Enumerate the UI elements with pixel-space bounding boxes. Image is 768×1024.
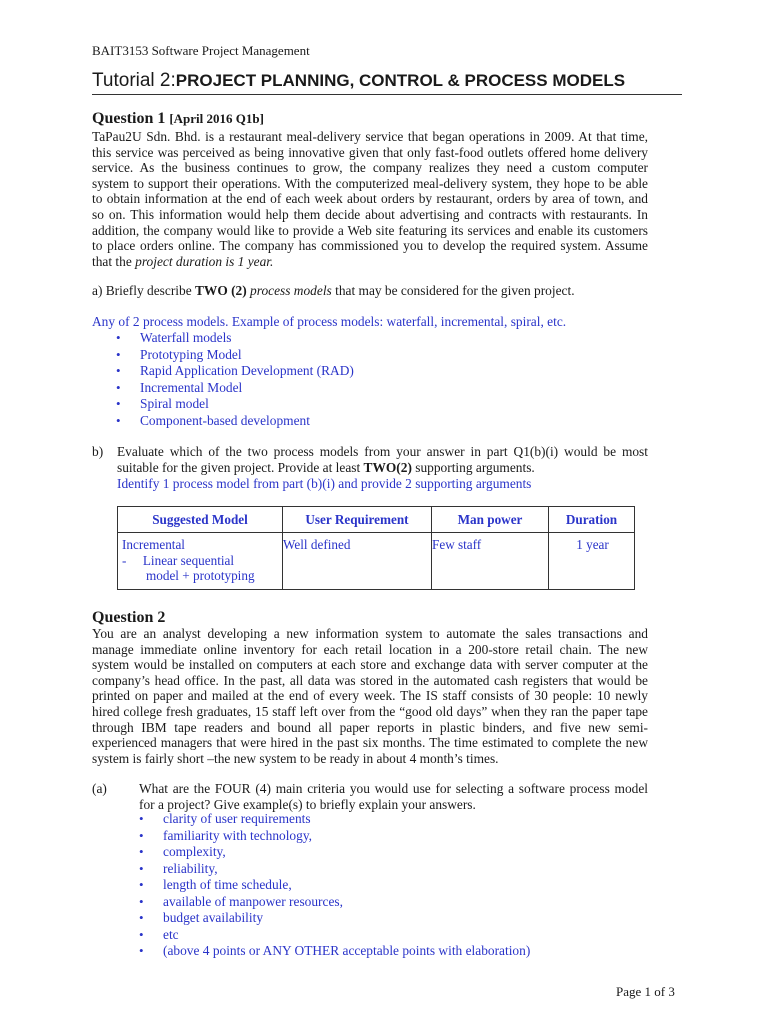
list-item: • Component-based development	[116, 412, 310, 428]
question-2a-label: (a)	[92, 781, 107, 796]
question-1-tag: [April 2016 Q1b]	[169, 111, 264, 126]
page-title	[92, 70, 682, 95]
suggested-model-table	[117, 506, 635, 590]
table-cell-duration: 1 year	[549, 533, 635, 590]
title-prefix: Tutorial 2:	[92, 70, 176, 91]
table-header: User Requirement	[283, 507, 432, 533]
table-cell-model	[118, 533, 283, 590]
answer-1a-intro: Any of 2 process models. Example of process models: waterfall, incremental, spiral, etc.	[92, 314, 567, 329]
list-item: • complexity,	[139, 844, 226, 859]
list-item: • reliability,	[139, 860, 218, 876]
list-item: • Incremental Model	[116, 379, 243, 395]
list-item: • (above 4 points or ANY OTHER acceptable points with elaboration)	[139, 943, 531, 958]
para-line: through IBM tape readers and bound all paper reports in plastic binders, and five new semi-	[92, 719, 648, 735]
answer-1b-intro: Identify 1 process model from part (b)(i) and provide 2 supporting arguments	[117, 476, 532, 491]
para-last-line	[92, 254, 648, 270]
course-header: BAIT3153 Software Project Management	[92, 43, 310, 58]
criteria-list	[139, 811, 530, 960]
para-line: You are an analyst developing a new information system to automate the sales transactions and	[92, 626, 648, 641]
para-line: service. As the business continues to grow, the company realizes they need a custom computer	[92, 160, 648, 176]
question-1a-prompt	[92, 283, 575, 299]
question-1-label: Question 1	[92, 110, 170, 127]
list-item: • Waterfall models	[116, 330, 232, 345]
table-header: Suggested Model	[118, 507, 283, 533]
list-item: • Rapid Application Development (RAD)	[116, 363, 354, 378]
para-line: printed on paper and mailed at the end of every week. The IS staff consists of 30 people: 10 newly	[92, 688, 648, 704]
table-header-row	[118, 507, 635, 533]
table-row	[118, 533, 635, 590]
list-item: • Spiral model	[116, 396, 209, 411]
question-1b-line2	[117, 460, 535, 476]
question-1-heading	[92, 110, 264, 128]
para-line: to obtain information at the end of each week about orders by restaurant, orders by area of town, and	[92, 191, 648, 207]
question-2-paragraph	[92, 626, 648, 766]
para-line: company’s head office. In the past, all data was stored in the automated cash registers that would be	[92, 672, 648, 688]
prompt-italic: process models	[246, 283, 332, 298]
prompt-text: that may be considered for the given project.	[331, 283, 575, 298]
para-line: so on. This information would help them decide about advertising and contracts with restaurants. In	[92, 206, 648, 222]
table-header: Man power	[432, 507, 549, 533]
prompt-bold: TWO(2)	[363, 460, 412, 475]
list-item: • budget availability	[139, 910, 264, 925]
question-2a-line1: What are the FOUR (4) main criteria you would use for selecting a software process model	[139, 781, 648, 796]
page-number: Page 1 of 3	[616, 984, 675, 999]
para-line: system would be installed on computers at each store and exchange data with server computer at the	[92, 657, 648, 673]
para-line: this service was perceived as being innovative given that only fast-food outlets offered home delivery	[92, 144, 648, 160]
list-item: • familiarity with technology,	[139, 827, 312, 843]
question-1b-label: b)	[92, 444, 104, 459]
table-cell-manpower: Few staff	[432, 533, 549, 590]
cell-text: Incremental	[122, 537, 185, 552]
para-italic-text: project duration is 1 year.	[135, 253, 274, 269]
para-line: manage immediate online inventory for each retail location in a 200-store retail chain. The new	[92, 641, 648, 657]
title-subtitle: PROJECT PLANNING, CONTROL & PROCESS MODELS	[175, 71, 626, 90]
table-header: Duration	[549, 507, 635, 533]
question-2a-line2: for a project? Give example(s) to briefly explain your answers.	[139, 797, 476, 812]
question-1b-line1: Evaluate which of the two process models from your answer in part Q1(b)(i) would be most	[117, 444, 648, 459]
list-item: • etc	[139, 926, 179, 942]
cell-text: - Linear sequential	[122, 552, 235, 568]
question-1-paragraph	[92, 129, 648, 269]
para-line: TaPau2U Sdn. Bhd. is a restaurant meal-delivery service that began operations in 2009. At that time,	[92, 129, 648, 144]
question-2-heading: Question 2	[92, 609, 166, 626]
prompt-text: suitable for the given project. Provide at least	[117, 460, 364, 475]
para-line: hired college fresh graduates, 15 staff left over from the “good old days” when they ran the paper tape	[92, 703, 648, 719]
table-cell-user-requirement: Well defined	[283, 533, 432, 590]
process-model-list	[118, 330, 354, 429]
prompt-bold: TWO (2)	[195, 283, 247, 298]
para-line: experienced managers that were hired in the past six months. The time estimated to complete the new	[92, 735, 648, 751]
para-last-line: system is fairly short –the new system to be ready in about 4 month’s times.	[92, 750, 499, 766]
list-item: • available of manpower resources,	[139, 893, 343, 909]
list-item: • clarity of user requirements	[139, 811, 311, 826]
prompt-text: a) Briefly describe	[92, 283, 195, 298]
para-text: that the	[92, 253, 136, 269]
prompt-text: supporting arguments.	[411, 460, 535, 475]
list-item: • length of time schedule,	[139, 877, 292, 892]
list-item: • Prototyping Model	[116, 346, 242, 362]
cell-text: model + prototyping	[146, 568, 255, 583]
para-line: addition, the company would like to provide a Web site featuring its services and enable its customers	[92, 222, 648, 238]
para-line: to place orders online. The company has commissioned you to develop the required system. Assume	[92, 238, 648, 254]
para-line: system to support their operations. With the computerized meal-delivery system, they hope to be able	[92, 175, 648, 191]
